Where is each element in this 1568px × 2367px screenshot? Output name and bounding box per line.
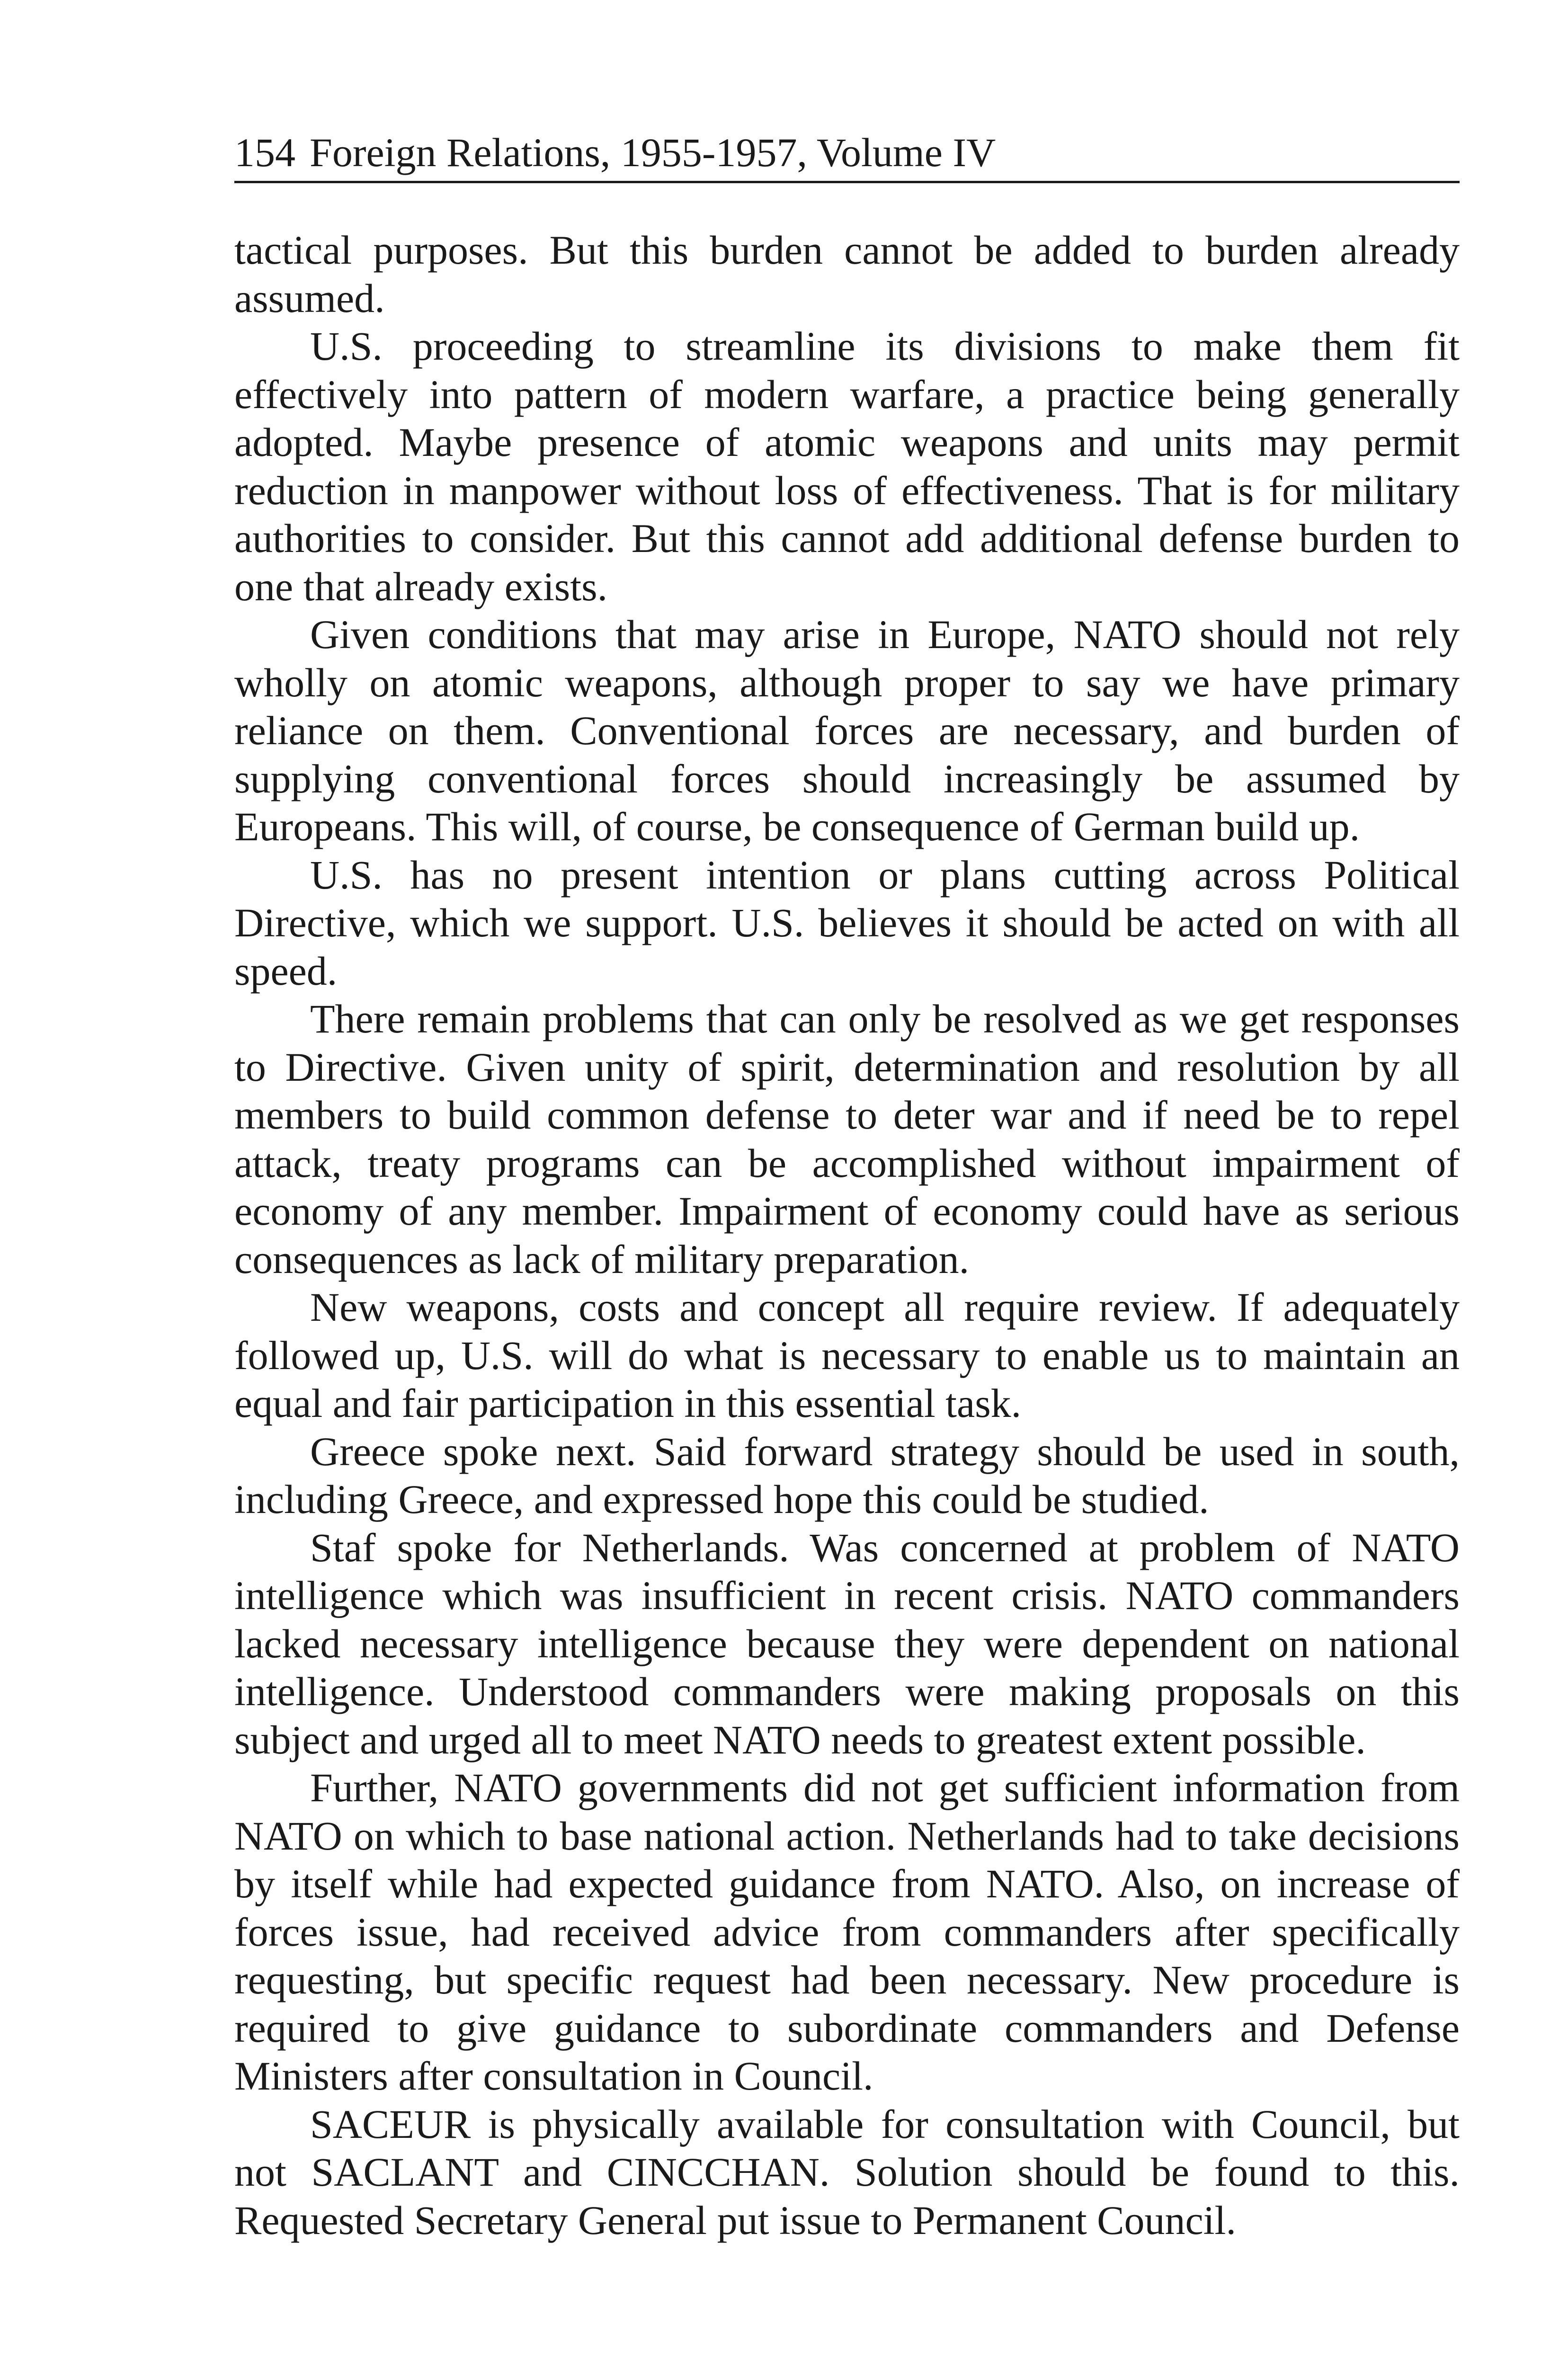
paragraph-saceur: SACEUR is physically available for consultation with Council, but not SACLANT and CINCCHAN. Solution should be found to this. Requested Secretary General put issue to Permanent Council.: [234, 2101, 1460, 2243]
paragraph-greece: Greece spoke next. Said forward strategy should be used in south, including Greece, and expressed hope this could be studied.: [234, 1428, 1460, 1522]
paragraph-political-directive: U.S. has no present intention or plans cutting across Political Directive, which we support. U.S. believes it should be acted on with all speed.: [234, 852, 1460, 994]
paragraph-netherlands-intelligence: Staf spoke for Netherlands. Was concerned at problem of NATO intelligence which was insufficient in recent crisis. NATO commanders lacked necessary intelligence because they were dependent on national intelligence. Understood commanders were making proposals on this subject and urged all to meet NATO needs to greatest extent possible.: [234, 1524, 1460, 1762]
paragraph-remaining-problems: There remain problems that can only be resolved as we get responses to Directive. Given unity of spirit, determination and resolution by all members to build common defense to deter war and if need be to repel attack, treaty programs can be accomplished without impairment of economy of any member. Impairment of economy could have as serious consequences as lack of military preparation.: [234, 996, 1460, 1282]
page-number: 154: [234, 130, 295, 175]
paragraph-us-streamline: U.S. proceeding to streamline its divisions to make them fit effectively into pattern of modern warfare, a practice being generally adopted. Maybe presence of atomic weapons and units may permit reduction in manpower without loss of effectiveness. That is for military authorities to consider. But this cannot add additional defense burden to one that already exists.: [234, 323, 1460, 609]
running-title: Foreign Relations, 1955-1957, Volume IV: [310, 130, 996, 175]
paragraph-new-weapons: New weapons, costs and concept all require review. If adequately followed up, U.S. will do what is necessary to enable us to maintain an equal and fair participation in this essential task.: [234, 1284, 1460, 1426]
paragraph-nato-information: Further, NATO governments did not get sufficient information from NATO on which to base national action. Netherlands had to take decisions by itself while had expected guidance from NATO. Also, on increase of forces issue, had received advice from commanders after specifically requesting, but specific request had been necessary. New procedure is required to give guidance to subordinate commanders and Defense Ministers after consultation in Council.: [234, 1765, 1460, 2099]
body-text: [234, 226, 1460, 2244]
paragraph-atomic-weapons: Given conditions that may arise in Europe, NATO should not rely wholly on atomic weapons, although proper to say we have primary reliance on them. Conventional forces are necessary, and burden of supplying conventional forces should increasingly be assumed by Europeans. This will, of course, be consequence of German build up.: [234, 612, 1460, 849]
paragraph-continued: tactical purposes. But this burden cannot be added to burden already assumed.: [234, 227, 1460, 321]
running-header: [234, 124, 1460, 183]
